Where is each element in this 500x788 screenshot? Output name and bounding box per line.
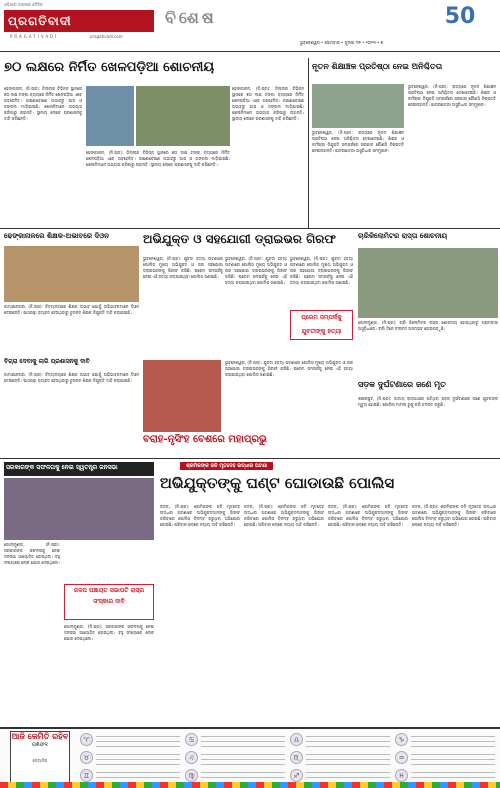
headline-accident[interactable]: ସଡ଼କ ଦୁର୍ଘଟଣାରେ ଜଣେ ମୃତ <box>358 380 446 389</box>
zodiac-icon: ♍ <box>185 769 198 782</box>
article-police-text-1: କଟକ, (ନି.ପ୍ର): ଶ୍ରମିକଙ୍କ ଜଳି ମୃତଦେହ ଉଦ୍ଧାର ଘଟଣାରେ ଅଭିଯୁକ୍ତମାନଙ୍କୁ ଗିରଫ କରିବାରେ ପୋଲିସ ବିଳମ୍ବ କରୁଥିବା ଅଭିଯୋଗ ହୋଇଛି। ପରିବାର ଲୋକେ ନ୍ୟାୟ ଦାବି କରିଛନ୍ତି। <box>160 504 240 527</box>
newspaper-logo[interactable]: ପ୍ରଗତିବାଦୀ <box>4 10 154 32</box>
article-teacher-text: କାମାକ୍ଷାନଗର, (ନି.ପ୍ର): ବିଦ୍ୟାଳୟରେ ଶିକ୍ଷକ ଅଭାବ ଯୋଗୁଁ ଅଭିଭାବକମାନେ ଦିଓନ ଦେଇଛନ୍ତି। ପାଠପଢ଼ା ବ୍ୟାହତ ହେଉଥିବାରୁ ତୁରନ୍ତ ଶିକ୍ଷକ ନିଯୁକ୍ତି ଦାବି କରାଯାଇଛି। <box>4 304 139 315</box>
horoscope-sub: ରାଶିଫଳ <box>31 742 49 748</box>
zodiac-icon: ♈ <box>80 733 93 746</box>
article-playground-text-2: ଢେଙ୍କାନାଳ, (ନି.ପ୍ର): ଜିଲ୍ଲାର ବିଭିନ୍ନ ସ୍ଥାନରେ ୭୦ ଲକ୍ଷ ଟଙ୍କା ବ୍ୟୟରେ ନିର୍ମିତ ଖେଳପଡ଼ିଆ ଏବେ ଅବହେଳିତ। ରକ୍ଷଣାବେକ୍ଷଣ ଅଭାବରୁ ଘାସ ଓ ଜଙ୍ଗଲ ମାଡ଼ିଯାଇଛି। ଖେଳାଳିମାନେ ଅଭ୍ୟାସ କରିପାରୁ ନାହାନ୍ତି। ସ୍ଥାନୀୟ ଲୋକେ ପ୍ରଶାସନକୁ ଦାବି କରିଛନ୍ତି। <box>232 86 304 121</box>
zodiac-icon: ♌ <box>185 751 198 764</box>
article-playground-text-3: ଢେଙ୍କାନାଳ, (ନି.ପ୍ର): ଜିଲ୍ଲାର ବିଭିନ୍ନ ସ୍ଥାନରେ ୭୦ ଲକ୍ଷ ଟଙ୍କା ବ୍ୟୟରେ ନିର୍ମିତ ଖେଳପଡ଼ିଆ ଏବେ ଅବହେଳିତ। ରକ୍ଷଣାବେକ୍ଷଣ ଅଭାବରୁ ଘାସ ଓ ଜଙ୍ଗଲ ମାଡ଼ିଯାଇଛି। ଖେଳାଳିମାନେ ଅଭ୍ୟାସ କରିପାରୁ ନାହାନ୍ତି। ସ୍ଥାନୀୟ ଲୋକେ ପ୍ରଶାସନକୁ ଦାବି କରିଛନ୍ତି। <box>86 150 230 167</box>
zodiac-text <box>96 751 180 765</box>
zodiac-icon: ♐ <box>290 769 303 782</box>
horoscope-title: ଆଜି କେମିତି ରହିବ <box>11 732 69 741</box>
zodiac-text <box>306 751 390 765</box>
article-panchayat-text: ଗୋଲାମୁଣ୍ଡା, (ନି.ପ୍ର): ସରକାରଙ୍କ ସଫଳତାକୁ ନେଇ ଜନସଭା ଆୟୋଜିତ ହୋଇଥିଲା। ବହୁ ସଂଖ୍ୟାରେ ଲୋକ ଯୋଗ ଦେଇଥିଲେ। <box>64 624 154 641</box>
headline-police-delay[interactable]: ଅଭିଯୁକ୍ତଙ୍କୁ ଘଣ୍ଟ ଘୋଡାଉଛି ପୋଲିସ <box>160 474 395 492</box>
row-divider <box>0 228 500 229</box>
article-deity-text: ଭୁବନେଶ୍ୱର, (ନି.ପ୍ର): ଯୁବତୀ ହତ୍ୟା ଘଟଣାରେ ପୋଲିସ ମୁଖ୍ୟ ଅଭିଯୁକ୍ତ ଓ ତାର ସହଯୋଗୀ ଡ୍ରାଇଭରଙ୍କୁ ଗିରଫ କରିଛି। ପ୍ରେମ ସମ୍ପର୍କକୁ ନେଇ ଏହି ହତ୍ୟା କରାଯାଇଥିବା ପୋଲିସ ଜଣାଇଛି। <box>225 360 353 377</box>
article-police-text-4: କଟକ, (ନି.ପ୍ର): ଶ୍ରମିକଙ୍କ ଜଳି ମୃତଦେହ ଉଦ୍ଧାର ଘଟଣାରେ ଅଭିଯୁକ୍ତମାନଙ୍କୁ ଗିରଫ କରିବାରେ ପୋଲିସ ବିଳମ୍ବ କରୁଥିବା ଅଭିଯୋଗ ହୋଇଛି। ପରିବାର ଲୋକେ ନ୍ୟାୟ ଦାବି କରିଛନ୍ତି। <box>412 504 496 527</box>
photo-road <box>358 248 498 318</box>
zodiac-text <box>411 769 495 783</box>
dateline: ଭୁବନେଶ୍ୱର • ସୋମବାର • ଜୁଲାଇ ୩୧ • ୨୦୨୩ • ୭ <box>300 40 384 45</box>
anniversary-badge: 50 <box>444 4 476 29</box>
row-divider-2 <box>0 458 500 459</box>
zodiac-icon: ♊ <box>80 769 93 782</box>
article-police-text-2: କଟକ, (ନି.ପ୍ର): ଶ୍ରମିକଙ୍କ ଜଳି ମୃତଦେହ ଉଦ୍ଧାର ଘଟଣାରେ ଅଭିଯୁକ୍ତମାନଙ୍କୁ ଗିରଫ କରିବାରେ ପୋଲିସ ବିଳମ୍ବ କରୁଥିବା ଅଭିଯୋଗ ହୋଇଛି। ପରିବାର ଲୋକେ ନ୍ୟାୟ ଦାବି କରିଛନ୍ତି। <box>244 504 324 527</box>
zodiac-text <box>201 751 285 765</box>
horoscope-box <box>10 731 70 787</box>
article-accident-text: ଖଇରପୁଟ, (ନି.ପ୍ର): ଜାତୀୟ ରାଜପଥରେ ଘଟିଥିବା ସଡ଼କ ଦୁର୍ଘଟଣାରେ ଜଣେ ଯୁବକଙ୍କ ମୃତ୍ୟୁ ହୋଇଛି। ପୋଲିସ ମାମଲା ରୁଜୁ କରି ତଦନ୍ତ କରୁଛି। <box>358 396 498 407</box>
article-meeting-text: ଗୋଲାମୁଣ୍ଡା, (ନି.ପ୍ର): ସରକାରଙ୍କ ସଫଳତାକୁ ନେଇ ଜନସଭା ଆୟୋଜିତ ହୋଇଥିଲା। ବହୁ ସଂଖ୍ୟାରେ ଲୋକ ଯୋଗ ଦେଇଥିଲେ। <box>4 542 60 565</box>
article-arrest-text-2: ଭୁବନେଶ୍ୱର, (ନି.ପ୍ର): ଯୁବତୀ ହତ୍ୟା ଘଟଣାରେ ପୋଲିସ ମୁଖ୍ୟ ଅଭିଯୁକ୍ତ ଓ ତାର ସହଯୋଗୀ ଡ୍ରାଇଭରଙ୍କୁ ଗିରଫ କରିଛି। ପ୍ରେମ ସମ୍ପର୍କକୁ ନେଇ ଏହି ହତ୍ୟା କରାଯାଇଥିବା ପୋଲିସ ଜଣାଇଛି। <box>225 256 287 285</box>
astrologer-name: ଜ୍ୟୋତିଷ <box>32 758 48 763</box>
zodiac-text <box>96 733 180 747</box>
website-url: pragativadi.com <box>90 34 123 39</box>
headline-public-meeting[interactable]: ସରକାରଙ୍କ ସଫଳତାକୁ ନେଇ ସ୍ୱତନ୍ତ୍ର ଜନସଭା <box>4 462 154 476</box>
article-education-text-2: ଭୁବନେଶ୍ୱର, (ନି.ପ୍ର): ରାଜ୍ୟରେ ନୂତନ ଶିକ୍ଷାଞ୍ଚଳ ପ୍ରତିଷ୍ଠା ନେଇ ଅନିଶ୍ଚିତତା ଦେଖାଦେଇଛି। ଶିକ୍ଷକ ଓ କର୍ମଚାରୀ ନିଯୁକ୍ତି ସମ୍ପର୍କରେ ସରକାର କୌଣସି ନିଷ୍ପତ୍ତି ନେଇନାହାନ୍ତି। ଛାତ୍ରଛାତ୍ରୀ ଅସୁବିଧାର ସମ୍ମୁଖୀନ। <box>408 84 496 107</box>
horoscope-section <box>0 727 500 788</box>
headline-education-zone[interactable]: ନୂତନ ଶିକ୍ଷାଞ୍ଚଳ ପ୍ରତିଷ୍ଠା ନେଇ ଅନିଶ୍ଚିତତା <box>312 62 443 71</box>
headline-demand[interactable]: ବିଗ୍ରା ଦେବାକୁ ଲାଗି ପ୍ରଶାସନକୁ ଦାବି <box>4 358 90 365</box>
zodiac-icon: ♒ <box>395 751 408 764</box>
zodiac-icon: ♓ <box>395 769 408 782</box>
section-title: ବିଶେଷ <box>165 8 217 27</box>
headline-arrest[interactable]: ଅଭିଯୁକ୍ତ ଓ ସହଯୋଗୀ ଡ୍ରାଇଭର ଗିରଫ <box>143 232 336 246</box>
zodiac-icon: ♏ <box>290 751 303 764</box>
article-demand-text: କାମାକ୍ଷାନଗର, (ନି.ପ୍ର): ବିଦ୍ୟାଳୟରେ ଶିକ୍ଷକ ଅଭାବ ଯୋଗୁଁ ଅଭିଭାବକମାନେ ଦିଓନ ଦେଇଛନ୍ତି। ପାଠପଢ଼ା ବ୍ୟାହତ ହେଉଥିବାରୁ ତୁରନ୍ତ ଶିକ୍ଷକ ନିଯୁକ୍ତି ଦାବି କରାଯାଇଛି। <box>4 372 139 383</box>
zodiac-text <box>201 769 285 783</box>
headline-road-condition[interactable]: ଚାରିକିଲୋମିଟର ରାସ୍ତା ଶୋଚନୀୟ <box>358 232 448 240</box>
zodiac-text <box>96 769 180 783</box>
photo-teachers-protest <box>4 246 139 302</box>
article-education-text: ଭୁବନେଶ୍ୱର, (ନି.ପ୍ର): ରାଜ୍ୟରେ ନୂତନ ଶିକ୍ଷାଞ୍ଚଳ ପ୍ରତିଷ୍ଠା ନେଇ ଅନିଶ୍ଚିତତା ଦେଖାଦେଇଛି। ଶିକ୍ଷକ ଓ କର୍ମଚାରୀ ନିଯୁକ୍ତି ସମ୍ପର୍କରେ ସରକାର କୌଣସି ନିଷ୍ପତ୍ତି ନେଇନାହାନ୍ତି। ଛାତ୍ରଛାତ୍ରୀ ଅସୁବିଧାର ସମ୍ମୁଖୀନ। <box>312 130 404 153</box>
article-playground-text: ଢେଙ୍କାନାଳ, (ନି.ପ୍ର): ଜିଲ୍ଲାର ବିଭିନ୍ନ ସ୍ଥାନରେ ୭୦ ଲକ୍ଷ ଟଙ୍କା ବ୍ୟୟରେ ନିର୍ମିତ ଖେଳପଡ଼ିଆ ଏବେ ଅବହେଳିତ। ରକ୍ଷଣାବେକ୍ଷଣ ଅଭାବରୁ ଘାସ ଓ ଜଙ୍ଗଲ ମାଡ଼ିଯାଇଛି। ଖେଳାଳିମାନେ ଅଭ୍ୟାସ କରିପାରୁ ନାହାନ୍ତି। ସ୍ଥାନୀୟ ଲୋକେ ପ୍ରଶାସନକୁ ଦାବି କରିଛନ୍ତି। <box>4 86 82 121</box>
zodiac-text <box>201 733 285 747</box>
headline-panchayat[interactable]: ଜଳପ ପଞ୍ଚାୟତ ସଭାପତି ରାସ୍ତା ସଂସ୍କାର ଦାବି <box>64 584 154 620</box>
headline-love-murder[interactable]: ପ୍ରେମ ସମ୍ପର୍କକୁ ଯୁବତୀଙ୍କୁ ହତ୍ୟା <box>290 310 353 340</box>
photo-signboard <box>86 86 134 146</box>
photo-school <box>312 84 404 128</box>
zodiac-text <box>306 733 390 747</box>
photo-deities <box>143 360 221 432</box>
photo-meeting <box>4 478 154 540</box>
tagline: ଓଡ଼ିଶାର ଅଗ୍ରଣୀ ଦୈନିକ <box>4 2 43 7</box>
headline-deity-attire[interactable]: ବରାହ-ନୃସିଂହ ବେଶରେ ମହାପ୍ରଭୁ <box>143 434 267 445</box>
logo-subtitle: PRAGATIVADI <box>10 34 59 39</box>
headline-teacher-shortage[interactable]: ଢେଙ୍କାନାଳରେ ଶିକ୍ଷକ-ଅଭାବରେ ଦିଓନ <box>4 232 109 240</box>
kicker-worker-case: ଶ୍ରମିକଙ୍କ ଜଳି ମୃତଦେହ ଉଦ୍ଧାର ଘଟଣା <box>180 462 273 470</box>
article-road-text: ଗୋଲାମୁଣ୍ଡା, (ନି.ପ୍ର): ଚାରି କିଲୋମିଟର ରାସ୍ତା ଶୋଚନୀୟ ହୋଇଥିବାରୁ ଗ୍ରାମବାସୀ ଅସୁବିଧାରେ। ବର୍ଷା ଦିନେ ଚଲାଚଳ ଅସମ୍ଭବ ହୋଇପଡ଼ୁଛି। <box>358 320 498 331</box>
color-strip <box>0 782 500 788</box>
article-arrest-text: ଭୁବନେଶ୍ୱର, (ନି.ପ୍ର): ଯୁବତୀ ହତ୍ୟା ଘଟଣାରେ ପୋଲିସ ମୁଖ୍ୟ ଅଭିଯୁକ୍ତ ଓ ତାର ସହଯୋଗୀ ଡ୍ରାଇଭରଙ୍କୁ ଗିରଫ କରିଛି। ପ୍ରେମ ସମ୍ପର୍କକୁ ନେଇ ଏହି ହତ୍ୟା କରାଯାଇଥିବା ପୋଲିସ ଜଣାଇଛି। <box>143 256 223 279</box>
masthead <box>0 0 500 52</box>
headline-playground[interactable]: ୭୦ ଲକ୍ଷରେ ନିର୍ମିତ ଖେଳପଡ଼ିଆ ଶୋଚନୀୟ <box>4 60 215 75</box>
zodiac-icon: ♉ <box>80 751 93 764</box>
zodiac-text <box>411 751 495 765</box>
zodiac-icon: ♑ <box>395 733 408 746</box>
zodiac-text <box>411 733 495 747</box>
photo-playground <box>136 86 230 146</box>
article-police-text-3: କଟକ, (ନି.ପ୍ର): ଶ୍ରମିକଙ୍କ ଜଳି ମୃତଦେହ ଉଦ୍ଧାର ଘଟଣାରେ ଅଭିଯୁକ୍ତମାନଙ୍କୁ ଗିରଫ କରିବାରେ ପୋଲିସ ବିଳମ୍ବ କରୁଥିବା ଅଭିଯୋଗ ହୋଇଛି। ପରିବାର ଲୋକେ ନ୍ୟାୟ ଦାବି କରିଛନ୍ତି। <box>328 504 408 527</box>
zodiac-text <box>306 769 390 783</box>
article-arrest-text-3: ଭୁବନେଶ୍ୱର, (ନି.ପ୍ର): ଯୁବତୀ ହତ୍ୟା ଘଟଣାରେ ପୋଲିସ ମୁଖ୍ୟ ଅଭିଯୁକ୍ତ ଓ ତାର ସହଯୋଗୀ ଡ୍ରାଇଭରଙ୍କୁ ଗିରଫ କରିଛି। ପ୍ରେମ ସମ୍ପର୍କକୁ ନେଇ ଏହି ହତ୍ୟା କରାଯାଇଥିବା ପୋଲିସ ଜଣାଇଛି। <box>290 256 353 285</box>
zodiac-icon: ♋ <box>185 733 198 746</box>
zodiac-icon: ♎ <box>290 733 303 746</box>
column-rule <box>308 58 309 228</box>
